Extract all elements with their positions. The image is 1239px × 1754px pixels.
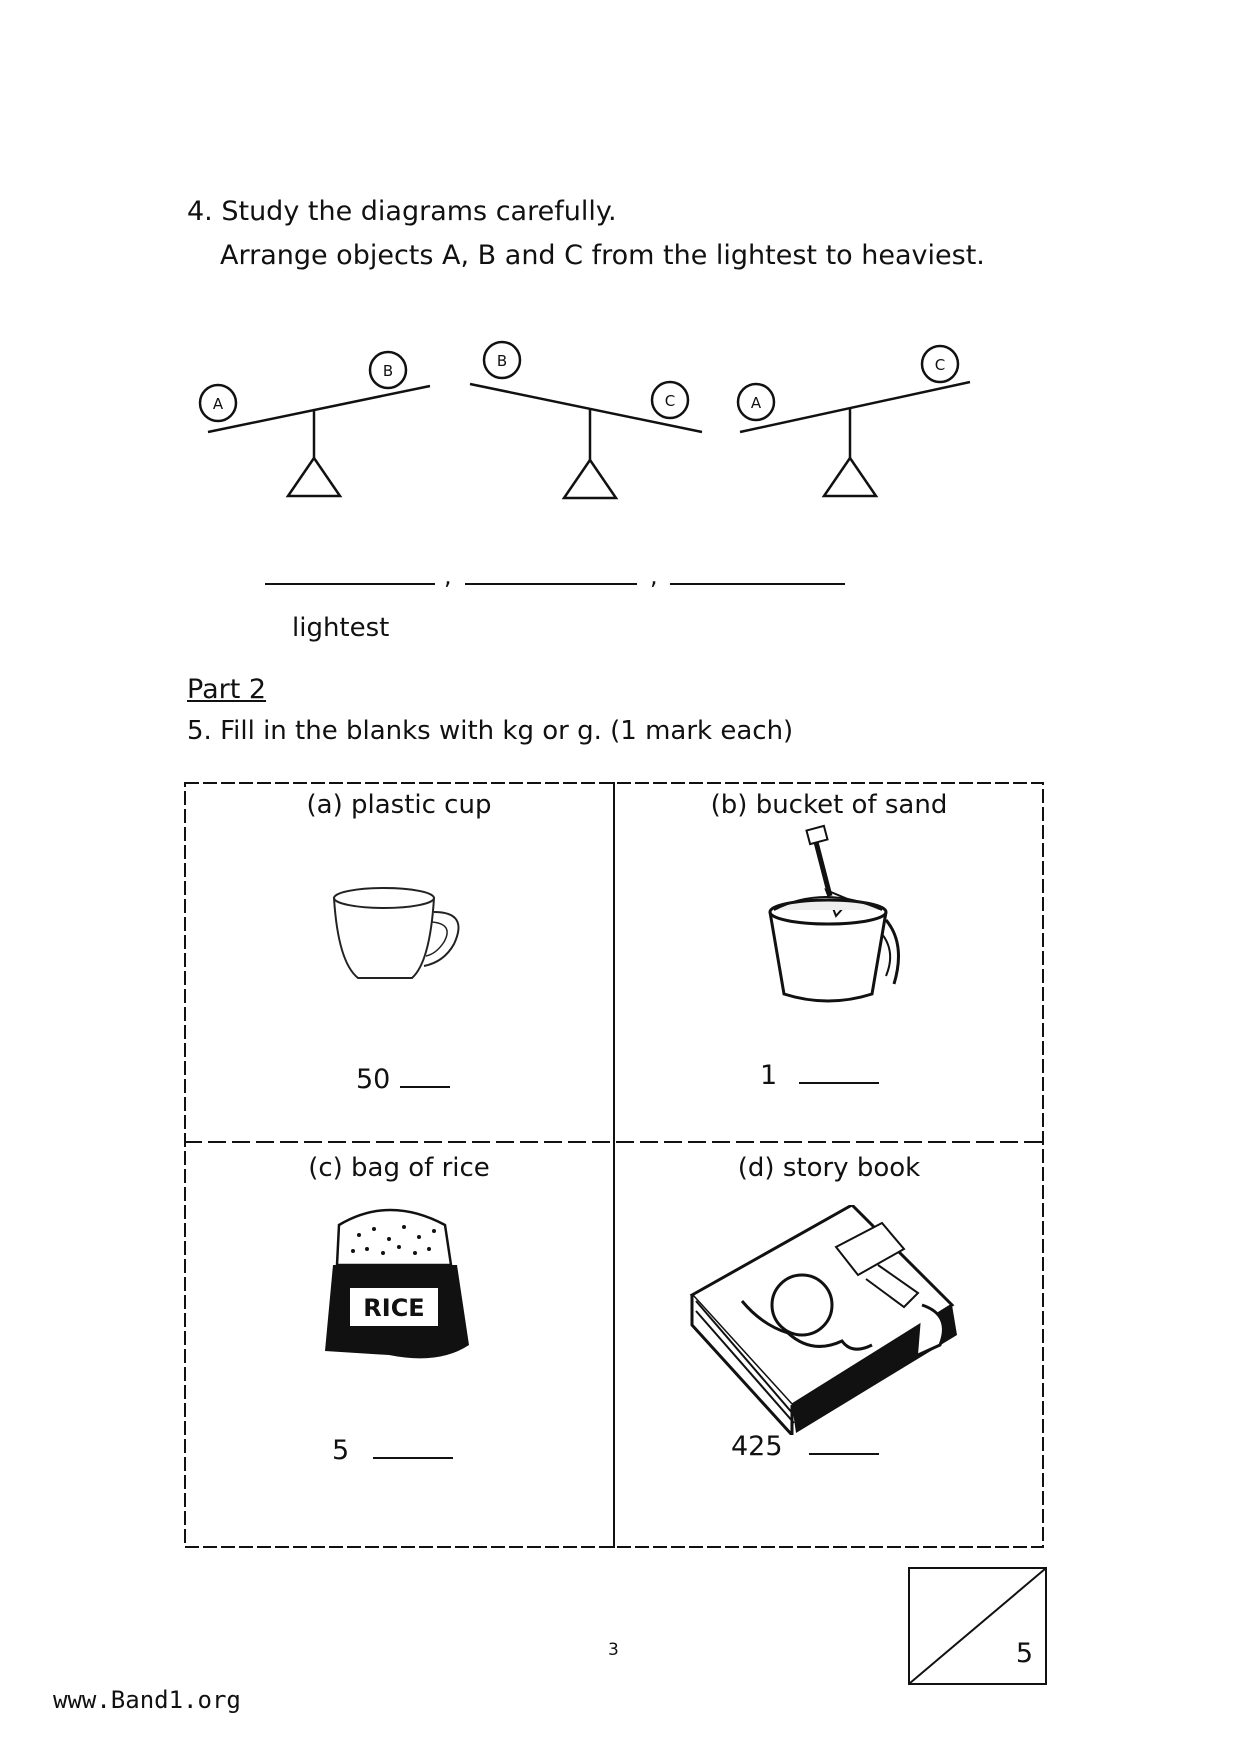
balance-2-right-label: C [664,392,676,410]
item-label-b: (b) bucket of sand [710,790,948,820]
unit-blank-c[interactable] [373,1457,453,1459]
answer-blank-2[interactable] [465,583,637,585]
item-value-a: 50 [356,1064,391,1095]
item-cell-a [184,782,614,1165]
answer-blank-3[interactable] [670,583,845,585]
item-label-a: (a) plastic cup [306,790,492,820]
balance-2-left-label: B [496,352,508,370]
question-4-instruction: Arrange objects A, B and C from the lightest to heaviest. [220,240,985,271]
score-box [908,1567,1047,1685]
item-answer-b [760,1060,879,1091]
balance-diagrams [180,330,980,510]
lightest-label: lightest [292,613,390,643]
balance-1-right-label: B [382,362,394,380]
balance-3-right-label: C [934,356,946,374]
item-answer-d [731,1431,879,1462]
page-number: 3 [608,1640,619,1660]
score-total: 5 [1015,1638,1033,1669]
item-label-d: (d) story book [737,1153,921,1183]
item-cell-d [614,1153,1044,1548]
bucket-icon [754,824,904,1004]
unit-blank-d[interactable] [809,1453,879,1455]
balance-3-left-label: A [750,394,762,412]
items-grid [184,782,1044,1548]
footer-url: www.Band1.org [53,1686,241,1714]
balance-1 [200,352,430,496]
part-2-heading: Part 2 [187,674,267,705]
rice-bag-icon [319,1195,479,1365]
answer-separator-1: , [444,562,452,590]
item-value-d: 425 [731,1431,783,1462]
unit-blank-b[interactable] [799,1082,879,1084]
balance-1-left-label: A [212,395,224,413]
answer-separator-2: , [650,562,658,590]
item-value-c: 5 [332,1435,350,1466]
rice-bag-text: RICE [363,1294,425,1322]
item-answer-a [356,1064,450,1095]
cup-icon [324,882,474,992]
question-5-instruction: 5. Fill in the blanks with kg or g. (1 mark each) [187,716,794,746]
unit-blank-a[interactable] [400,1086,450,1088]
answer-blank-1[interactable] [265,583,435,585]
item-answer-c [332,1435,453,1466]
item-label-c: (c) bag of rice [308,1153,490,1183]
item-value-b: 1 [760,1060,778,1091]
item-cell-c [184,1153,614,1548]
book-icon [682,1205,972,1435]
item-cell-b [614,782,1044,1165]
question-4-title: 4. Study the diagrams carefully. [187,196,617,227]
